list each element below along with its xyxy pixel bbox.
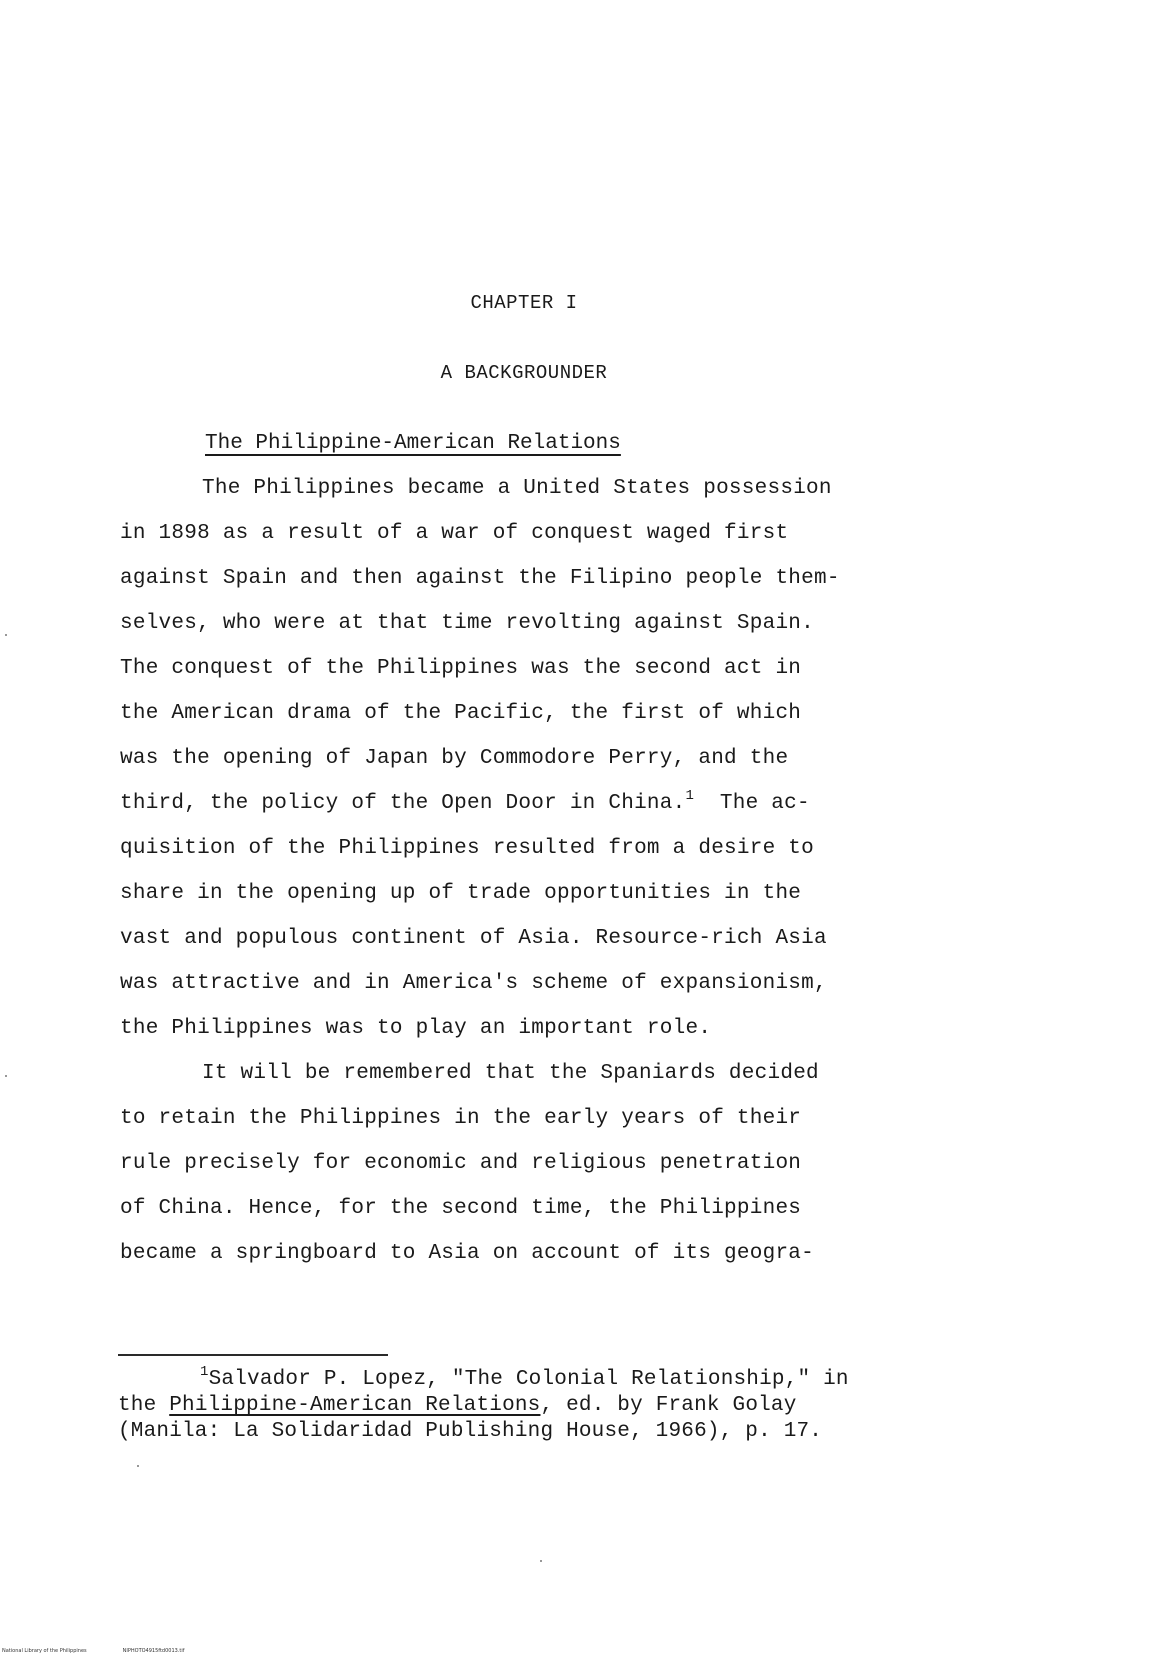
paragraph-line: the American drama of the Pacific, the first of which bbox=[120, 702, 802, 725]
paragraph-line: to retain the Philippines in the early years of their bbox=[120, 1107, 802, 1130]
paragraph-line: of China. Hence, for the second time, the Philippines bbox=[120, 1197, 802, 1220]
paragraph-line: vast and populous continent of Asia. Resource-rich Asia bbox=[120, 927, 827, 950]
paragraph-line: was the opening of Japan by Commodore Perry, and the bbox=[120, 747, 789, 770]
paragraph-line: selves, who were at that time revolting against Spain. bbox=[120, 612, 815, 635]
footnote-line bbox=[118, 1394, 797, 1417]
scan-speck bbox=[137, 1465, 139, 1467]
paragraph-line-continuation: The ac- bbox=[719, 792, 810, 815]
paragraph-line: rule precisely for economic and religious penetration bbox=[120, 1152, 802, 1175]
footnote-separator bbox=[118, 1354, 388, 1356]
footnote-line bbox=[200, 1364, 849, 1391]
scan-speck bbox=[540, 1560, 542, 1562]
paragraph-line: was attractive and in America's scheme of expansionism, bbox=[120, 972, 827, 995]
footnote-text: , ed. by Frank Golay bbox=[540, 1394, 797, 1417]
archive-reference: NIPHOTO4915ftd0013.tif bbox=[122, 1648, 185, 1654]
paragraph-line: The Philippines became a United States possession bbox=[202, 477, 832, 500]
footnote-text: Salvador P. Lopez, "The Colonial Relationship," in bbox=[208, 1368, 849, 1391]
paragraph-line: in 1898 as a result of a war of conquest waged first bbox=[120, 522, 789, 545]
archive-library: National Library of the Philippines bbox=[2, 1648, 87, 1654]
footnote-text: the bbox=[118, 1394, 170, 1417]
footnote-line: (Manila: La Solidaridad Publishing House, 1966), p. 17. bbox=[118, 1420, 823, 1443]
paragraph-line: share in the opening up of trade opportunities in the bbox=[120, 882, 802, 905]
archive-footer bbox=[2, 1648, 185, 1654]
paragraph-line-text: third, the policy of the Open Door in China. bbox=[120, 792, 686, 815]
footnote-book-title: Philippine-American Relations bbox=[169, 1394, 541, 1417]
paragraph-line-with-footnote bbox=[120, 788, 810, 815]
footnote-number: 1 bbox=[200, 1364, 209, 1380]
chapter-label: CHAPTER I bbox=[470, 292, 578, 314]
paragraph-line: the Philippines was to play an important role. bbox=[120, 1017, 712, 1040]
scan-speck bbox=[5, 1075, 7, 1077]
paragraph-line: The conquest of the Philippines was the second act in bbox=[120, 657, 802, 680]
footnote-reference: 1 bbox=[685, 788, 695, 804]
scan-speck bbox=[5, 634, 7, 636]
section-title: The Philippine-American Relations bbox=[205, 432, 621, 455]
paragraph-line: It will be remembered that the Spaniards decided bbox=[202, 1062, 819, 1085]
paragraph-line: against Spain and then against the Filipino people them- bbox=[120, 567, 840, 590]
paragraph-line: quisition of the Philippines resulted from a desire to bbox=[120, 837, 815, 860]
paragraph-line: became a springboard to Asia on account of its geogra- bbox=[120, 1242, 815, 1265]
chapter-title: A BACKGROUNDER bbox=[440, 362, 608, 384]
